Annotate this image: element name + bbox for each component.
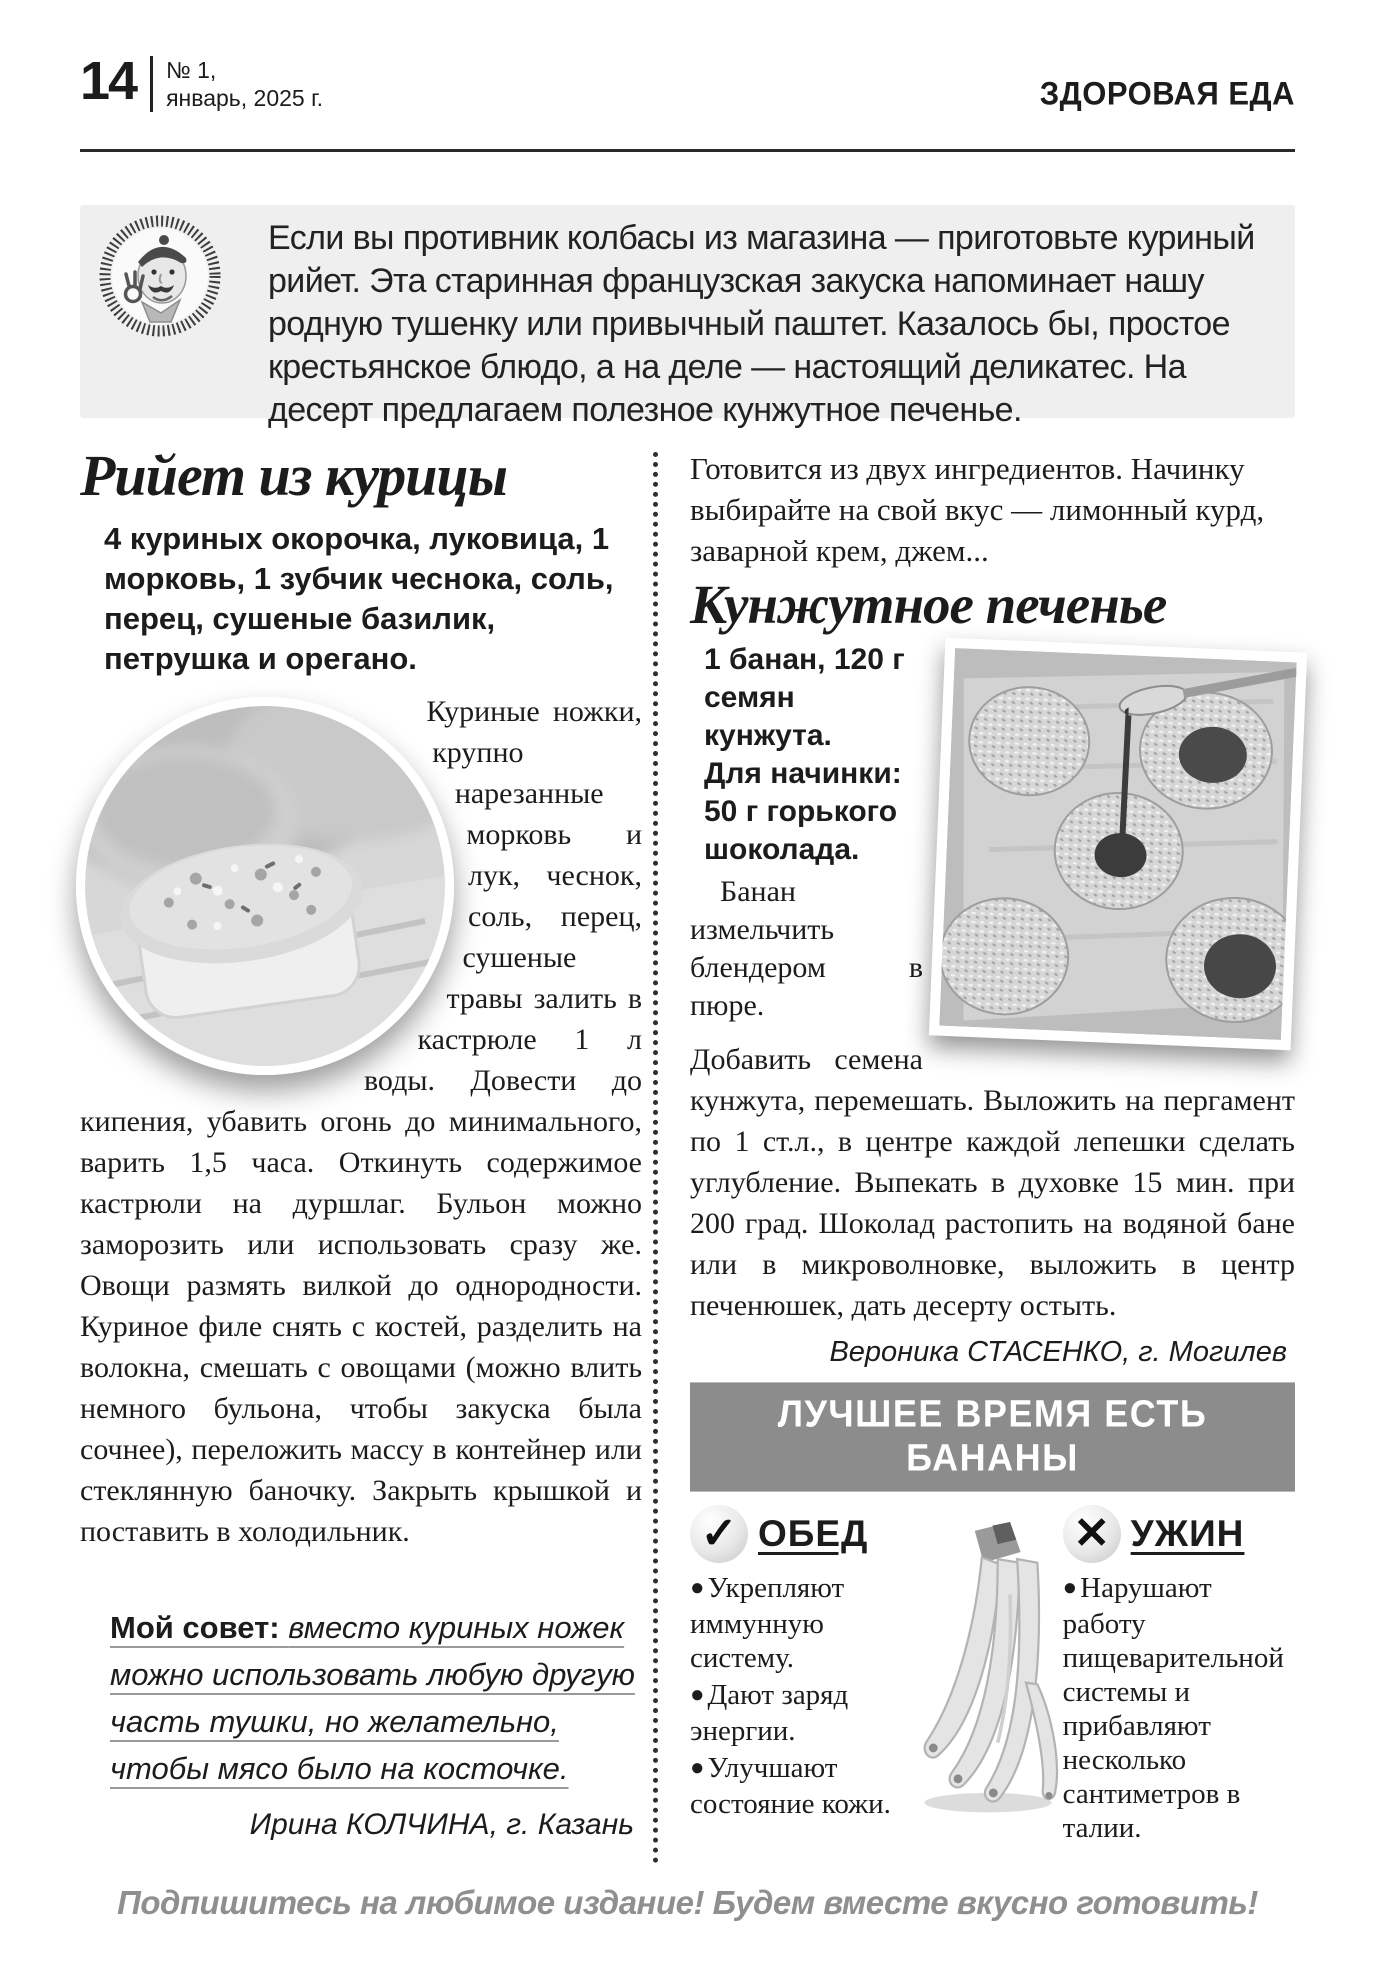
advice-text: вместо куриных ножек можно использовать любую другую часть тушки, но желательно, чтобы мясо было на косточке. xyxy=(110,1610,635,1787)
check-icon xyxy=(690,1505,748,1563)
rillettes-photo xyxy=(76,697,454,1075)
lunch-item: ● Дают заряд энергии. xyxy=(690,1678,913,1748)
dinner-label: УЖИН xyxy=(1130,1513,1245,1555)
issue-date: январь, 2025 г. xyxy=(166,84,324,111)
lunch-item: ● Улучшают состояние кожи. xyxy=(690,1751,913,1821)
lunch-header xyxy=(690,1505,913,1563)
issue-number: № 1, xyxy=(166,57,217,83)
banana-columns xyxy=(690,1505,1295,1848)
left-article-author: Ирина КОЛЧИНА, г. Казань xyxy=(249,1808,634,1842)
section-title: ЗДОРОВАЯ ЕДА xyxy=(1039,75,1295,113)
issue-info xyxy=(150,56,323,112)
right-article-ingredients-1: 1 банан, 120 г семян кунжута. xyxy=(704,643,905,753)
left-article-ingredients: 4 куриных окорочка, луковица, 1 морковь, 1 зубчик чеснока, соль, перец, сушеные базилик, петрушка и орегано. xyxy=(104,521,614,677)
footer-text: Подпишитесь на любимое издание! Будем вместе вкусно готовить! xyxy=(117,1884,1258,1921)
dinner-item: ● Нарушают работу пищеварительной системы и прибавляют несколько сантиметров в талии. xyxy=(1063,1571,1295,1845)
check-glyph: ✓ xyxy=(700,1509,738,1559)
right-article-body-block xyxy=(690,641,1295,1326)
subscription-footer xyxy=(0,1884,1375,1922)
lunch-item: ● Укрепляют иммунную систему. xyxy=(690,1571,913,1675)
banana-banner-text: ЛУЧШЕЕ ВРЕМЯ ЕСТЬ БАНАНЫ xyxy=(777,1391,1208,1480)
lunch-label: ОБЕД xyxy=(758,1513,869,1555)
left-article-body-block xyxy=(80,691,642,1552)
advice-note xyxy=(110,1604,642,1792)
header-rule xyxy=(80,149,1295,152)
intro-text: Если вы противник колбасы из магазина — приготовьте куриный рийет. Эта старинная французская закуска напоминает нашу родную тушенку или привычный паштет. Казалось бы, простое крестьянское блюдо, а на деле — настоящий деликатес. На десерт предлагаем полезное кунжутное печенье. xyxy=(268,219,1255,429)
intro-box xyxy=(80,205,1295,429)
cross-icon xyxy=(1063,1505,1121,1563)
dinner-header xyxy=(1063,1505,1295,1563)
advice-label: Мой совет: xyxy=(110,1610,280,1646)
page-number: 14 xyxy=(80,51,137,111)
banana-banner xyxy=(690,1382,1295,1491)
lunch-column xyxy=(690,1505,913,1848)
right-article-body: Добавить семена кунжута, перемешать. Выложить на пергамент по 1 ст.л., в центре каждой лепешки сделать углубление. Выпекать в духовке 15 мин. при 200 град. Шоколад растопить на водяной бане или в микроволновке, выложить в центр печенюшек, дать десерту остыть. xyxy=(690,1043,1295,1323)
right-article-intro: Готовится из двух ингредиентов. Начинку выбирайте на свой вкус — лимонный курд, заварной крем, джем... xyxy=(690,451,1265,568)
left-article-title: Рийет из курицы xyxy=(80,443,508,508)
right-article-ingredients-2: Для начинки: 50 г горького шоколада. xyxy=(704,757,902,867)
cross-glyph: ✕ xyxy=(1073,1509,1111,1559)
bananas-image xyxy=(913,1505,1063,1848)
column-divider xyxy=(653,452,658,1864)
right-article-body-lead: Банан измельчить блендером в пюре. xyxy=(690,875,923,1023)
left-article-body: Куриные ножки, крупно нарезанные морковь и лук, чеснок, соль, перец, сушеные травы залить в кастрюле 1 л воды. Довести до кипения, убавить огонь до минимального, варить 1,5 часа. Откинуть содержимое кастрюли на дуршлаг. Бульон можно заморозить или использовать сразу же. Овощи размять вилкой до однородности. Куриное филе снять с костей, разделить на волокна, смешать с овощами (можно влить немного бульона, чтобы закуска была сочнее), переложить массу в контейнер или стеклянную баночку. Закрыть крышкой и поставить в холодильник. xyxy=(80,695,642,1549)
right-article-author: Вероника СТАСЕНКО, г. Могилев xyxy=(829,1336,1287,1369)
dinner-column xyxy=(1063,1505,1295,1848)
article-sesame-cookies xyxy=(690,446,1295,1848)
page-header xyxy=(80,51,1295,113)
article-chicken-rillettes xyxy=(80,443,642,1842)
right-article-title: Кунжутное печенье xyxy=(690,574,1167,635)
chef-ok-badge-icon xyxy=(98,214,222,338)
cookies-photo xyxy=(929,638,1307,1051)
